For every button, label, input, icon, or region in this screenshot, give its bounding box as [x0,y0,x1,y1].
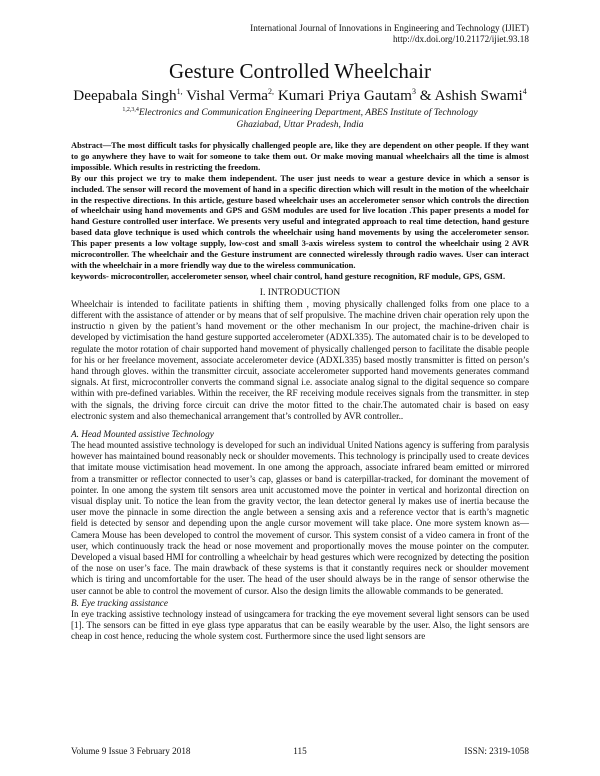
footer-page-number: 115 [293,746,307,756]
introduction-body [71,299,529,422]
subsection-a-body [71,440,529,597]
affiliation-sup: 1,2,3,4 [122,106,139,113]
subsection-b-body [71,609,529,643]
abstract-para-1: Abstract—The most difficult tasks for physically challenged people are, like they are dependent on other people. If they want to go anywhere they have to wait for someone to take them out. Or make moving manual wheelchairs all the time is almost impossible. Which results in restricting the freedom. [71,140,529,172]
subsection-heading-b: B. Eye tracking assistance [71,597,168,608]
author-1: Deepabala Singh [73,87,177,104]
journal-header [71,0,529,45]
author-2: Vishal Verma [182,87,269,104]
author-3: Kumari Priya Gautam [274,87,412,104]
subsection-b-para: In eye tracking assistive technology instead of usingcamera for tracking the eye movement several light sensors can be used [1]. The sensors can be fitted in eye glass type apparatus that can be easily wearable by the user. Also, the light sensors are cheap in cost hence, reducing the whole system cost. Furthermore since the used light sensors are [71,608,529,642]
abstract [71,140,529,282]
author-4-sup: 4 [522,86,527,96]
author-3-sup: 3 [411,86,416,96]
section-heading-introduction: I. INTRODUCTION [259,286,341,298]
subsection-a-para: The head mounted assistive technology is developed for such an individual United Nations agency is suffering from paralysis however has maintained bound reasonably neck or shoulder movements. This technology is principally used to create devices that imitate mouse victimisation head movement. In one among the approach, associate infrared beam emitted or mirrored from a transmitter or reflector connected to user’s cap, glasses or band is caterpillar-tracked, for dominant the movement of pointer. In one among the system tilt sensors area unit accustomed move the pointer in vertical and horizontal direction on visual display unit. To notice the lean from the gravity vector, the lean detector general ly makes use of inertia because the user move the pinnacle in some direction the angle between a sensing axis and a reference vector that is earth’s magnetic field is detected by sensor and depending upon the angle cursor movement will take place. One more system known as— Camera Mouse has been developed to control the movement of cursor. This system consist of a video camera in front of the user, which continuously track the head or nose movement and proportionally moves the mouse pointer on the computer. Developed a visual based HMI for controlling a wheelchair by head gestures which were recognized by detecting the position of the nose on user’s face. The main drawback of these systems is that it constantly requires neck or shoulder movement which is tiring and uncomfortable for the user. The head of the user should always be in the range of sensor otherwise the user cannot be able to control the movement of cursor. Also the design limits the allowable commands to be generated. [71,440,529,596]
abstract-para-2: By our this project we try to make them independent. The user just needs to wear a gesture device in which a sensor is included. The sensor will record the movement of hand in a specific direction which will result in the motion of the wheelchair in the respective directions. In this article, gesture based wheelchair uses an accelerometer sensor which controls the direction of wheelchair using hand movements and GPS and GSM modules are used for live location .This paper presents a model for hand Gesture controlled user interface. We presents very useful and integrated approach to real time detection, hand gesture based data glove technique is used which controls the wheelchair using hand movements by using the accelerometer sensor. This paper presents a low voltage supply, low-cost and small 3-axis wireless system to control the wheelchair using 2 AVR microcontroller. The wheelchair and the Gesture instrument are connected wirelessly through radio waves. User can interact with the wheelchair in a more friendly way due to the wireless communication. [71,172,529,270]
paper-title: Gesture Controlled Wheelchair [168,59,432,83]
affiliation-line-2: Ghaziabad, Uttar Pradesh, India [236,119,364,130]
introduction-para: Wheelchair is intended to facilitate patients in shifting them , moving physically challenged folks from one place to a different with the assistance of attender or by means that of self propulsive. The machine driven chair operation rely upon the instructio n given by the patient’s hand movement or the other mechanism In our project, the machine-driven chair is developed by victimisation the hand gesture supported accelerometer (ADXL335). The automated chair is to be developed to regulate the motor rotation of chair supported hand movement of physically challenged person to facilitate the disable people for his or her freelance movement, associate accelerometer device (ADXL335) based mostly transmitter is fitted on person’s hand through gloves. within the transmitter circuit, associate accelerometer supported hand movements generates command signals. At first, microcontroller converts the command signal i.e. associate analog signal to the digital sequence so compare within with pre-defined variables. Within the receiver, the RF receiving module receives signals from the transmitter. in step with the signals, the driving force circuit can drive the motor fitted to the chair.The automated chair is based on easy electronic system and also themechanical arrangement that’s controlled by AVR controller.. [71,298,529,421]
author-2-sup: 2, [268,86,275,96]
keywords: keywords- microcontroller, accelerometer sensor, wheel chair control, hand gesture recognition, RF module, GPS, GSM. [71,270,506,281]
author-list [71,86,529,105]
author-1-sup: 1, [176,86,183,96]
subsection-heading-a: A. Head Mounted assistive Technology [71,429,214,440]
footer-issn: ISSN: 2319-1058 [464,746,529,756]
affiliation [71,107,529,131]
affiliation-line-1 [71,107,529,119]
author-4: & Ashish Swami [415,87,523,104]
journal-name: International Journal of Innovations in Engineering and Technology (IJIET) [250,23,529,33]
doi-link[interactable]: http://dx.doi.org/10.21172/ijiet.93.18 [392,34,529,44]
affiliation-dept: Electronics and Communication Engineering Department, ABES Institute of Technology [138,107,478,118]
footer-issue: Volume 9 Issue 3 February 2018 [71,746,191,756]
